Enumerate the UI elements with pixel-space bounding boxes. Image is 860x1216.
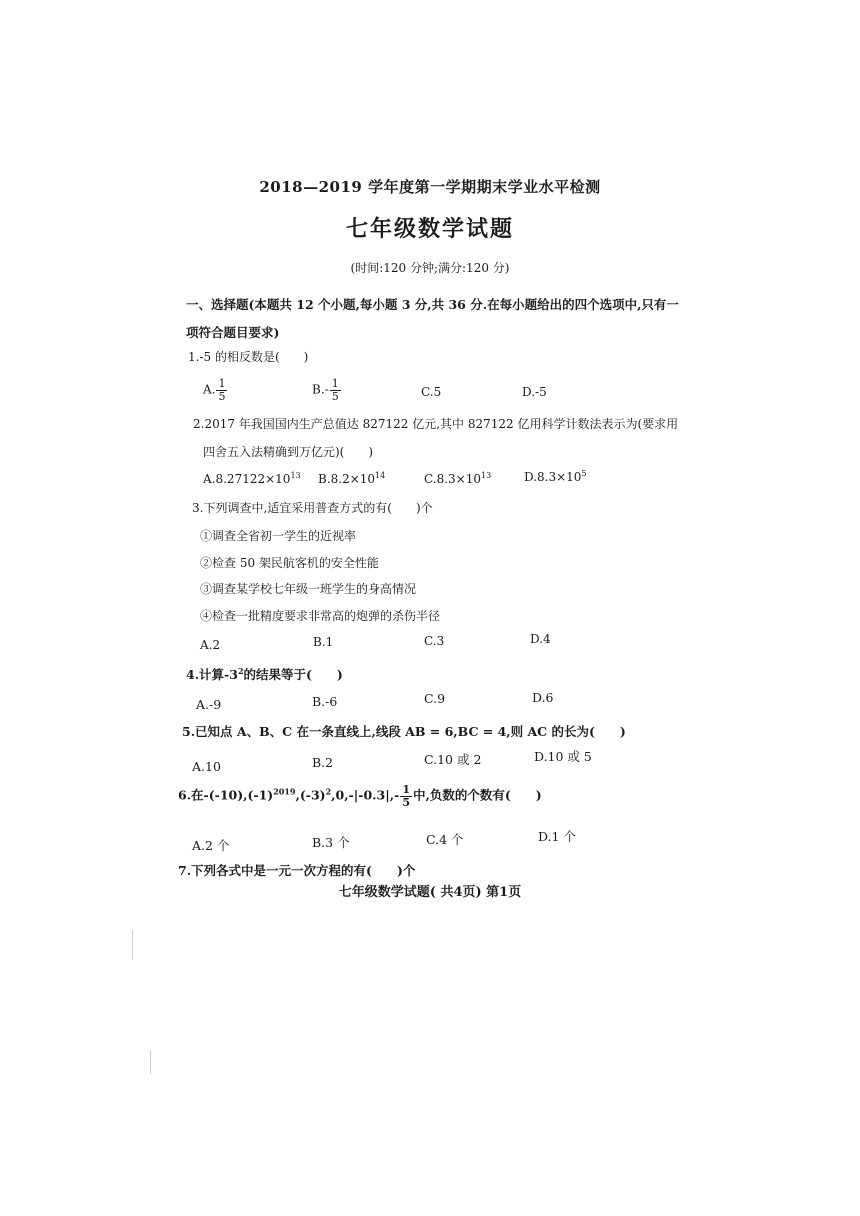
q6-option-d: D.1 个 [538, 829, 576, 844]
q1-option-c: C.5 [421, 385, 442, 399]
q2-a-base: A.8.27122×10 [203, 472, 291, 486]
scan-speck [150, 1050, 151, 1074]
q1-a-den: 5 [218, 389, 226, 403]
q6-frac-num: 1 [402, 783, 410, 796]
q6-option-b: B.3 个 [312, 835, 350, 850]
q3-option-b: B.1 [313, 635, 334, 649]
q6-option-a: A.2 个 [192, 838, 230, 853]
q4-option-d: D.6 [532, 690, 554, 705]
q3-option-c: C.3 [424, 634, 445, 648]
q1-option-b [312, 378, 342, 402]
q2-a-exp: 13 [290, 471, 301, 480]
q7-stem: 7.下列各式中是一元一次方程的有( )个 [178, 863, 416, 878]
q1-a-num: 1 [218, 377, 226, 390]
q2-c-exp: 13 [480, 471, 492, 480]
q6-stem-mid: ,(-3) [295, 787, 326, 803]
q2-c-base: C.8.3×10 [424, 472, 481, 486]
q6-stem-post: 中,负数的个数有( ) [412, 787, 542, 803]
section-heading-line1: 一、选择题(本题共 12 个小题,每小题 3 分,共 36 分.在每小题给出的四个选项中,只有一 [186, 297, 679, 312]
q3-option-a: A.2 [200, 638, 221, 652]
q6-frac-den: 5 [402, 795, 410, 809]
q6-fraction [400, 784, 412, 808]
q5-option-a: A.10 [192, 759, 221, 774]
q2-stem-line1: 2.2017 年我国国内生产总值达 827122 亿元,其中 827122 亿用科学计数法表示为(要求用 [193, 417, 679, 431]
q4-option-b: B.-6 [312, 694, 338, 709]
q1-b-prefix: B.- [312, 382, 329, 397]
page-footer: 七年级数学试题( 共4页) 第1页 [338, 885, 522, 900]
q5-stem: 5.已知点 A、B、C 在一条直线上,线段 AB = 6,BC = 4,则 AC 的长为( ) [182, 724, 626, 739]
q2-option-d [524, 469, 587, 484]
q5-option-c: C.10 或 2 [424, 752, 482, 767]
q3-item-2: ②检查 50 架民航客机的安全性能 [200, 556, 379, 570]
q4-option-c: C.9 [424, 691, 446, 706]
exam-time-score: (时间:120 分钟;满分:120 分) [350, 261, 510, 275]
q1-stem: 1.-5 的相反数是( ) [188, 350, 309, 364]
q6-option-c: C.4 个 [426, 832, 464, 847]
section-heading-line2: 项符合题目要求) [186, 325, 280, 340]
q2-d-exp: 5 [581, 469, 587, 478]
q2-option-a [203, 471, 301, 486]
q1-b-num: 1 [331, 377, 339, 390]
q4-stem-post: 的结果等于( ) [243, 667, 343, 682]
q3-option-d: D.4 [530, 632, 551, 646]
q5-option-d: D.10 或 5 [534, 749, 592, 764]
q2-b-base: B.8.2×10 [318, 472, 376, 486]
q1-a-fraction [216, 378, 227, 402]
q1-a-prefix: A. [203, 382, 216, 397]
q2-stem-line2: 四舍五入法精确到万亿元)( ) [203, 445, 374, 459]
q3-item-1: ①调查全省初一学生的近视率 [200, 529, 357, 543]
q5-option-b: B.2 [312, 755, 334, 770]
q3-item-4: ④检查一批精度要求非常高的炮弹的杀伤半径 [200, 609, 441, 623]
q6-stem [178, 784, 542, 808]
q6-stem-mid2: ,0,-|-0.3|,- [331, 787, 400, 803]
q1-b-fraction [330, 378, 341, 402]
q2-option-c [424, 471, 491, 486]
q1-option-a [203, 378, 228, 402]
scan-speck [132, 930, 133, 960]
q1-option-d: D.-5 [522, 385, 547, 399]
q6-exp2: 2 [325, 786, 332, 797]
q2-d-base: D.8.3×10 [524, 470, 582, 484]
q4-option-a: A.-9 [196, 697, 222, 712]
q6-stem-pre: 6.在-(-10),(-1) [178, 787, 274, 803]
q3-stem: 3.下列调查中,适宜采用普查方式的有( )个 [192, 501, 433, 515]
page-title: 七年级数学试题 [345, 216, 514, 242]
q3-item-3: ③调查某学校七年级一班学生的身高情况 [200, 582, 417, 596]
q4-stem [186, 665, 343, 683]
q4-stem-pre: 4.计算-3 [186, 667, 238, 682]
exam-header: 2018—2019 学年度第一学期期末学业水平检测 [259, 178, 601, 196]
q2-b-exp: 14 [375, 471, 386, 480]
q2-option-b [318, 471, 385, 486]
q4-stem-exp: 2 [237, 665, 244, 676]
q6-exp1: 2019 [273, 786, 296, 797]
q1-b-den: 5 [331, 389, 339, 403]
